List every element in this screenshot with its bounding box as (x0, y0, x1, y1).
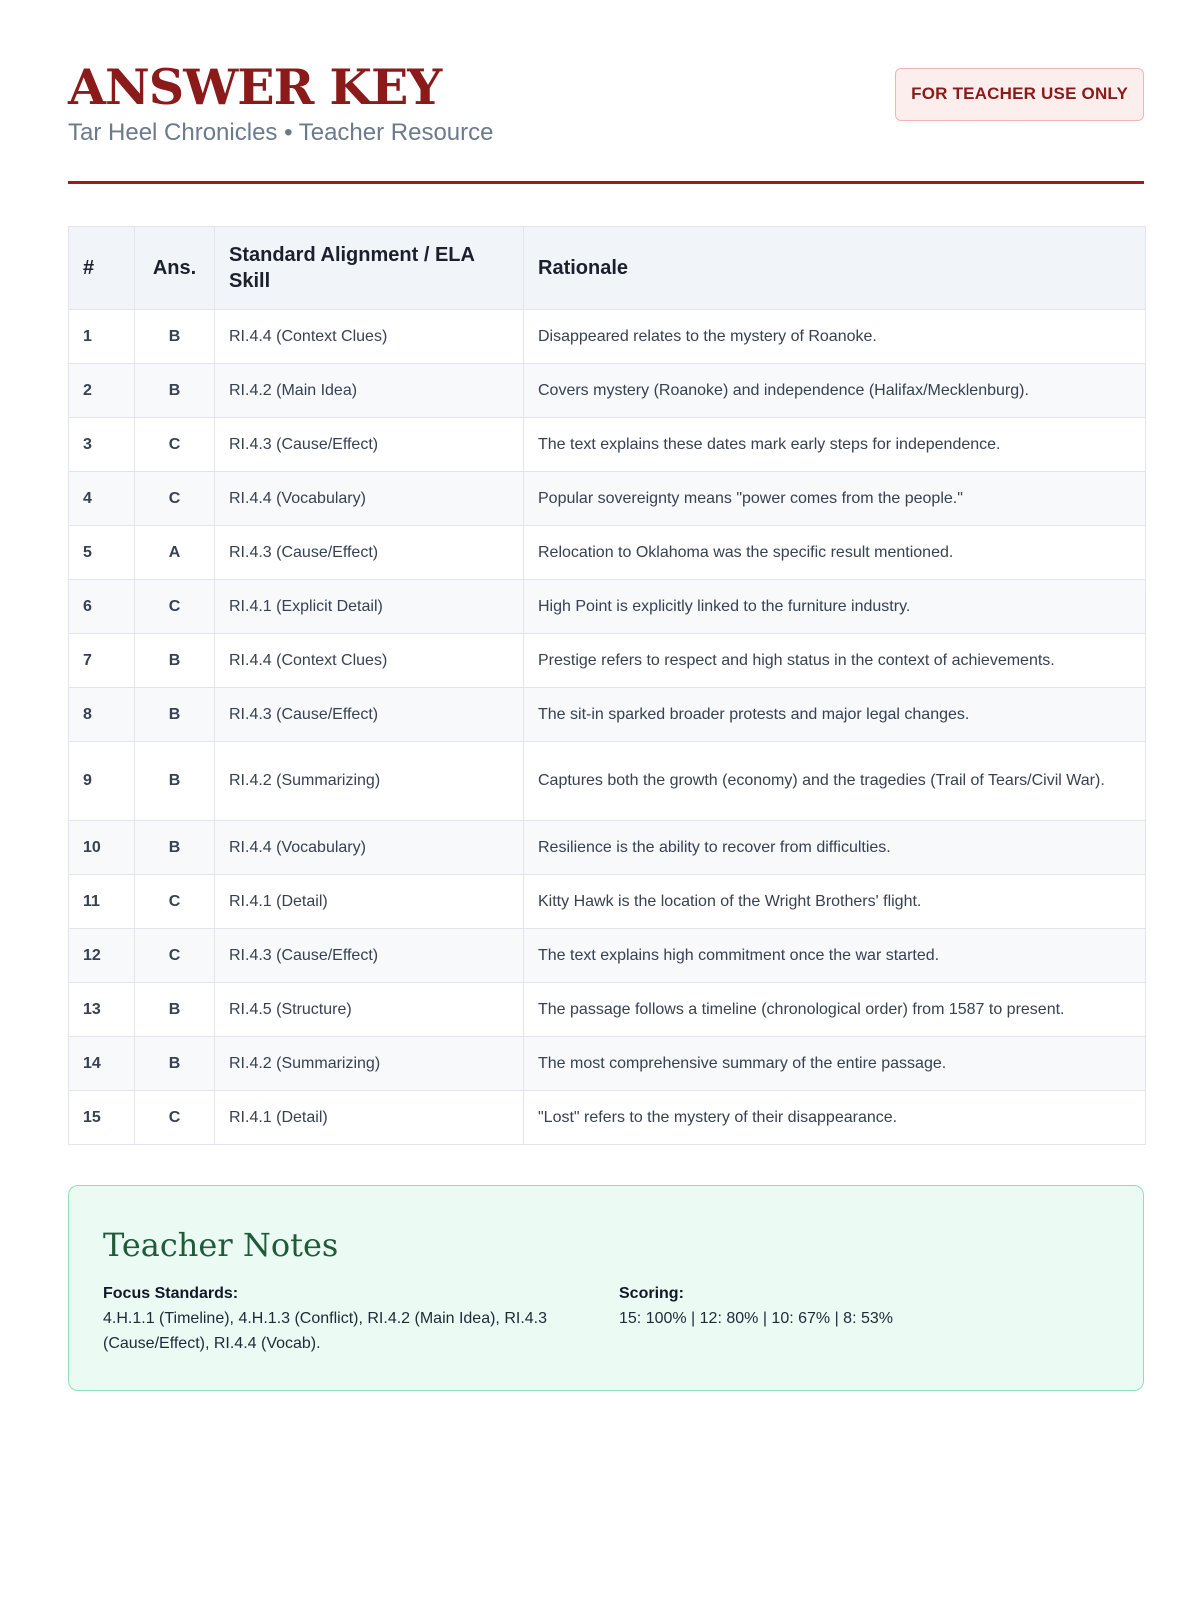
table-row (69, 310, 1146, 364)
standard-cell: RI.4.1 (Explicit Detail) (215, 580, 524, 634)
question-number-cell: 14 (69, 1037, 135, 1091)
rationale-cell: Resilience is the ability to recover from difficulties. (524, 821, 1146, 875)
column-header-rationale: Rationale (524, 227, 1146, 310)
table-row (69, 580, 1146, 634)
answer-cell: B (135, 983, 215, 1037)
standard-cell: RI.4.3 (Cause/Effect) (215, 526, 524, 580)
answer-key-table (68, 226, 1146, 1145)
table-row (69, 1037, 1146, 1091)
standard-cell: RI.4.3 (Cause/Effect) (215, 418, 524, 472)
standard-cell: RI.4.4 (Context Clues) (215, 634, 524, 688)
table-row (69, 875, 1146, 929)
page-title: ANSWER KEY (68, 58, 442, 116)
column-header-answer: Ans. (135, 227, 215, 310)
header-divider (68, 181, 1144, 184)
question-number-cell: 5 (69, 526, 135, 580)
answer-cell: B (135, 821, 215, 875)
table-row (69, 526, 1146, 580)
answer-cell: C (135, 929, 215, 983)
focus-standards-text: 4.H.1.1 (Timeline), 4.H.1.3 (Conflict), RI.4.2 (Main Idea), RI.4.3 (Cause/Effect), RI.4.4 (Vocab). (103, 1309, 548, 1352)
question-number-cell: 8 (69, 688, 135, 742)
page-subtitle: Tar Heel Chronicles • Teacher Resource (68, 119, 494, 147)
standard-cell: RI.4.1 (Detail) (215, 875, 524, 929)
question-number-cell: 10 (69, 821, 135, 875)
rationale-cell: The most comprehensive summary of the entire passage. (524, 1037, 1146, 1091)
rationale-cell: Popular sovereignty means "power comes from the people." (524, 472, 1146, 526)
table-row (69, 688, 1146, 742)
question-number-cell: 6 (69, 580, 135, 634)
answer-cell: B (135, 688, 215, 742)
rationale-cell: The text explains these dates mark early steps for independence. (524, 418, 1146, 472)
rationale-cell: Kitty Hawk is the location of the Wright Brothers' flight. (524, 875, 1146, 929)
question-number-cell: 1 (69, 310, 135, 364)
standard-cell: RI.4.2 (Summarizing) (215, 742, 524, 821)
table-row (69, 929, 1146, 983)
table-row (69, 983, 1146, 1037)
teacher-notes-title: Teacher Notes (103, 1226, 339, 1264)
rationale-cell: The sit-in sparked broader protests and major legal changes. (524, 688, 1146, 742)
answer-cell: C (135, 580, 215, 634)
rationale-cell: Covers mystery (Roanoke) and independence (Halifax/Mecklenburg). (524, 364, 1146, 418)
scoring-label: Scoring: (619, 1285, 684, 1302)
question-number-cell: 12 (69, 929, 135, 983)
rationale-cell: Disappeared relates to the mystery of Roanoke. (524, 310, 1146, 364)
table-row (69, 742, 1146, 821)
scoring-text: 15: 100% | 12: 80% | 10: 67% | 8: 53% (619, 1309, 893, 1327)
answer-cell: A (135, 526, 215, 580)
standard-cell: RI.4.2 (Main Idea) (215, 364, 524, 418)
question-number-cell: 11 (69, 875, 135, 929)
standard-cell: RI.4.4 (Vocabulary) (215, 472, 524, 526)
teacher-notes-panel (68, 1185, 1144, 1391)
rationale-cell: Captures both the growth (economy) and the tragedies (Trail of Tears/Civil War). (524, 742, 1146, 821)
focus-standards-block (103, 1282, 593, 1356)
column-header-number: # (69, 227, 135, 310)
rationale-cell: High Point is explicitly linked to the furniture industry. (524, 580, 1146, 634)
answer-cell: C (135, 418, 215, 472)
question-number-cell: 7 (69, 634, 135, 688)
answer-cell: C (135, 875, 215, 929)
answer-key-body (69, 310, 1146, 1145)
rationale-cell: "Lost" refers to the mystery of their disappearance. (524, 1091, 1146, 1145)
answer-cell: C (135, 1091, 215, 1145)
table-row (69, 418, 1146, 472)
rationale-cell: The text explains high commitment once the war started. (524, 929, 1146, 983)
standard-cell: RI.4.5 (Structure) (215, 983, 524, 1037)
answer-cell: B (135, 634, 215, 688)
answer-cell: B (135, 364, 215, 418)
standard-cell: RI.4.3 (Cause/Effect) (215, 688, 524, 742)
rationale-cell: The passage follows a timeline (chronological order) from 1587 to present. (524, 983, 1146, 1037)
table-row (69, 1091, 1146, 1145)
rationale-cell: Prestige refers to respect and high status in the context of achievements. (524, 634, 1146, 688)
standard-cell: RI.4.2 (Summarizing) (215, 1037, 524, 1091)
question-number-cell: 15 (69, 1091, 135, 1145)
question-number-cell: 3 (69, 418, 135, 472)
scoring-block (619, 1282, 1099, 1332)
question-number-cell: 2 (69, 364, 135, 418)
answer-cell: B (135, 310, 215, 364)
rationale-cell: Relocation to Oklahoma was the specific result mentioned. (524, 526, 1146, 580)
table-row (69, 634, 1146, 688)
standard-cell: RI.4.3 (Cause/Effect) (215, 929, 524, 983)
column-header-standard: Standard Alignment / ELA Skill (215, 227, 524, 310)
header (68, 58, 1144, 147)
table-row (69, 364, 1146, 418)
teacher-only-badge: FOR TEACHER USE ONLY (895, 68, 1144, 121)
table-row (69, 821, 1146, 875)
standard-cell: RI.4.4 (Vocabulary) (215, 821, 524, 875)
table-header-row (69, 227, 1146, 310)
standard-cell: RI.4.4 (Context Clues) (215, 310, 524, 364)
standard-cell: RI.4.1 (Detail) (215, 1091, 524, 1145)
answer-cell: B (135, 1037, 215, 1091)
focus-standards-label: Focus Standards: (103, 1285, 239, 1302)
question-number-cell: 4 (69, 472, 135, 526)
question-number-cell: 13 (69, 983, 135, 1037)
answer-cell: B (135, 742, 215, 821)
question-number-cell: 9 (69, 742, 135, 821)
table-row (69, 472, 1146, 526)
answer-cell: C (135, 472, 215, 526)
